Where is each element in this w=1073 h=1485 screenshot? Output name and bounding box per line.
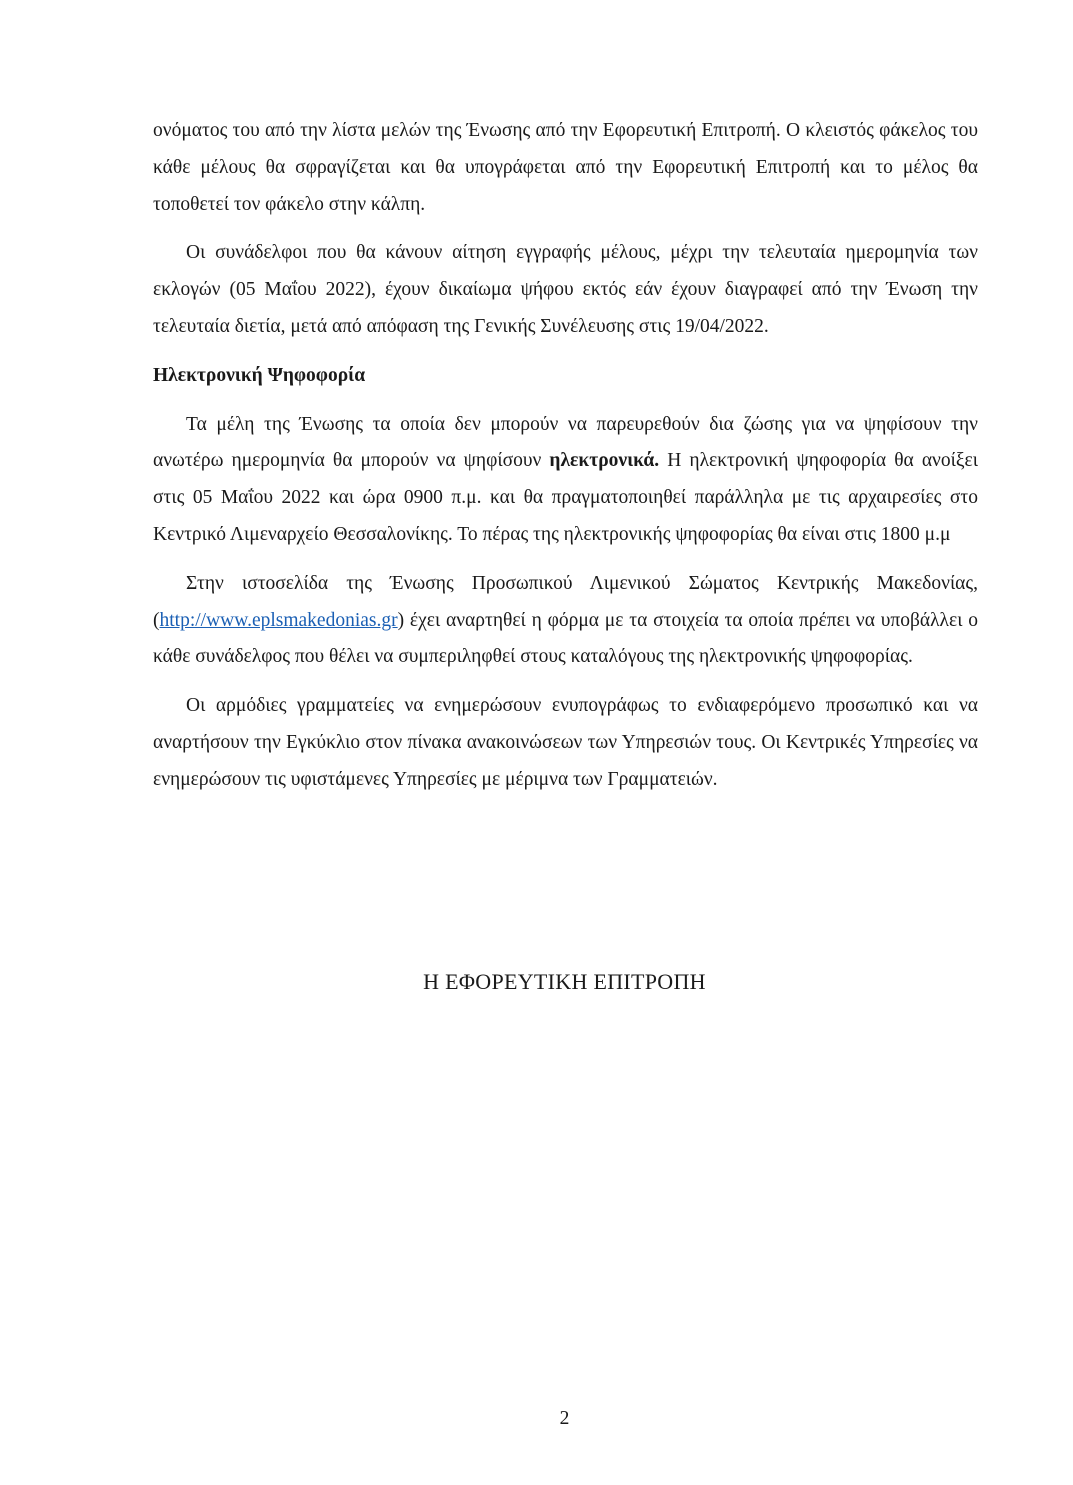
document-body [153, 113, 978, 811]
paragraph-website-text-after: ) έχει αναρτηθεί η φόρμα με τα στοιχεία τα οποία πρέπει να υποβάλλει ο κάθε συνάδελφος που θέλει να συμπεριληφθεί στους καταλόγους της ηλεκτρονικής ψηφοφορίας. [153, 609, 978, 668]
paragraph-secretariats: Οι αρμόδιες γραμματείες να ενημερώσουν ενυπογράφως το ενδιαφερόμενο προσωπικό και να αναρτήσουν την Εγκύκλιο στον πίνακα ανακοινώσεων των Υπηρεσιών τους. Οι Κεντρικές Υπηρεσίες να ενημερώσουν τις υφιστάμενες Υπηρεσίες με μέριμνα των Γραμματειών. [153, 695, 978, 790]
paragraph-members: Οι συνάδελφοι που θα κάνουν αίτηση εγγραφής μέλους, μέχρι την τελευταία ημερομηνία των εκλογών (05 Μαΐου 2022), έχουν δικαίωμα ψήφου εκτός εάν έχουν διαγραφεί από την Ένωση την τελευταία διετία, μετά από απόφαση της Γενικής Συνέλευσης στις 19/04/2022. [153, 242, 978, 337]
paragraph-continued: ονόματος του από την λίστα μελών της Ένωσης από την Εφορευτική Επιτροπή. Ο κλειστός φάκελος του κάθε μέλους θα σφραγίζεται και θα υπογράφεται από την Εφορευτική Επιτροπή και το μέλος θα τοποθετεί τον φάκελο στην κάλπη. [153, 120, 978, 215]
paragraph-electronic-text-before: Τα μέλη της Ένωσης τα οποία δεν μπορούν να παρευρεθούν δια ζώσης για να ψηφίσουν την ανωτέρω ημερομηνία θα μπορούν να ψηφίσουν [153, 413, 978, 472]
paragraph-website [153, 566, 978, 676]
paragraph-electronic-voting [153, 407, 978, 554]
section-heading-electronic-voting: Ηλεκτρονική Ψηφοφορία [153, 364, 366, 386]
paragraph-website-text-before: Στην ιστοσελίδα της Ένωσης Προσωπικού Λιμενικού Σώματος Κεντρικής Μακεδονίας, ( [153, 572, 978, 631]
website-link[interactable]: http://www.eplsmakedonias.gr [159, 609, 398, 631]
emphasis-electronically: ηλεκτρονικά. [549, 450, 660, 472]
page-number: 2 [559, 1408, 570, 1429]
paragraph-electronic-text-after: Η ηλεκτρονική ψηφοφορία θα ανοίξει στις 05 Μαΐου 2022 και ώρα 0900 π.μ. και θα πραγματοποιηθεί παράλληλα με τις αρχαιρεσίες στο Κεντρικό Λιμεναρχείο Θεσσαλονίκης. Το πέρας της ηλεκτρονικής ψηφοφορίας θα είναι στις 1800 μ.μ [153, 450, 978, 545]
signature-electoral-committee: Η ΕΦΟΡΕΥΤΙΚΗ ΕΠΙΤΡΟΠΗ [423, 969, 706, 994]
